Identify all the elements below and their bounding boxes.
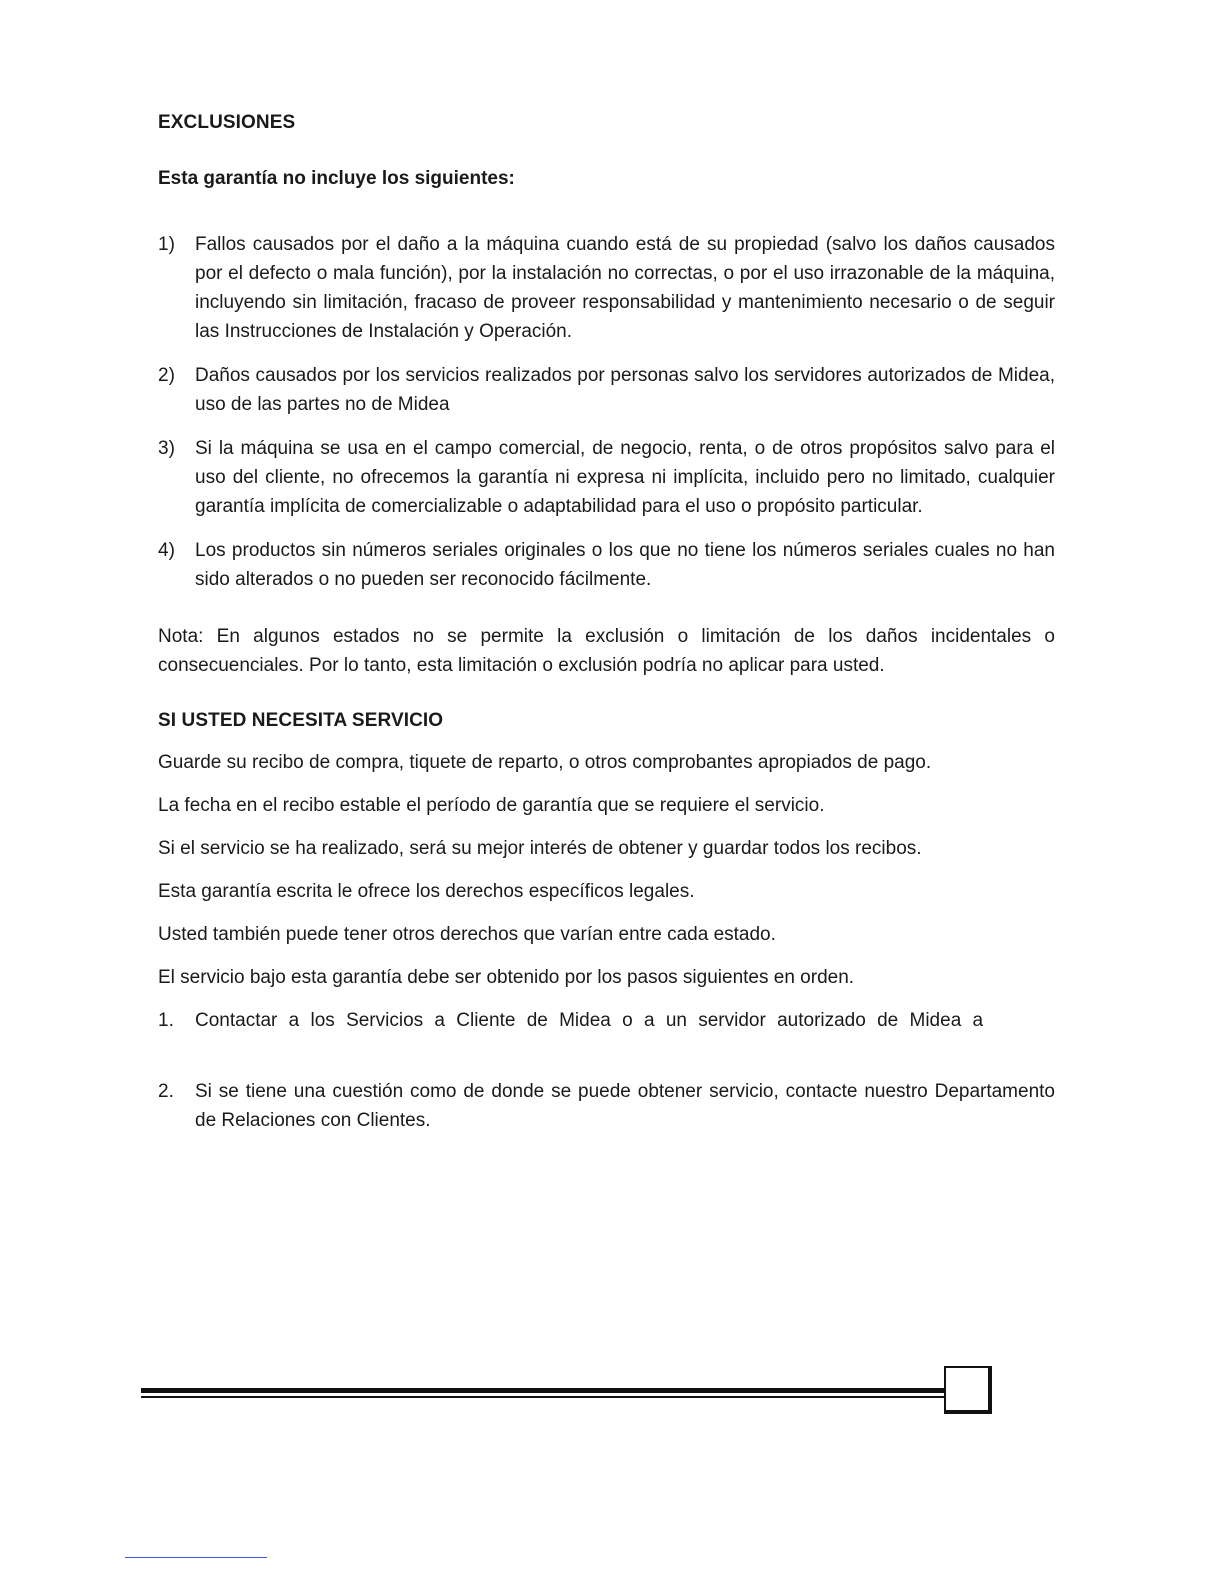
service-paragraph: El servicio bajo esta garantía debe ser obtenido por los pasos siguientes en orden. [158,967,855,988]
service-step [158,1006,1055,1035]
document-page [158,108,1055,1135]
page-number-box [944,1366,992,1414]
service-heading: SI USTED NECESITA SERVICIO [158,710,444,731]
footer-rule [141,1388,947,1393]
service-steps-list [158,1006,1055,1135]
service-step-text: Si se tiene una cuestión como de donde se puede obtener servicio, contacte nuestro Departamento de Relaciones con Clientes. [195,1081,1055,1131]
exclusions-list [158,230,1055,594]
exclusion-item-text: Daños causados por los servicios realizados por personas salvo los servidores autorizados de Midea, uso de las partes no de Midea [195,365,1055,415]
exclusions-note: Nota: En algunos estados no se permite la exclusión o limitación de los daños incidentales o consecuenciales. Por lo tanto, esta limitación o exclusión podría no aplicar para usted. [158,626,1055,676]
exclusion-item-number: 4) [158,540,175,561]
service-paragraph: Usted también puede tener otros derechos que varían entre cada estado. [158,924,776,945]
exclusions-subheading: Esta garantía no incluye los siguientes: [158,168,515,189]
service-paragraph: Guarde su recibo de compra, tiquete de reparto, o otros comprobantes apropiados de pago. [158,752,932,773]
exclusion-item [158,536,1055,594]
exclusion-item-text: Si la máquina se usa en el campo comercial, de negocio, renta, o de otros propósitos salvo para el uso del cliente, no ofrecemos la garantía ni expresa ni implícita, incluido pero no limitado, cualquier garantía implícita de comercializable o adaptabilidad para el uso o propósito particular. [195,438,1055,517]
exclusion-item-number: 3) [158,438,175,459]
service-step-number: 1. [158,1010,174,1031]
exclusion-item-number: 2) [158,365,175,386]
service-step-number: 2. [158,1081,174,1102]
exclusion-item [158,361,1055,419]
exclusion-item-text: Los productos sin números seriales originales o los que no tiene los números seriales cuales no han sido alterados o no pueden ser reconocido fácilmente. [195,540,1055,590]
exclusion-item-number: 1) [158,234,175,255]
service-paragraph: Esta garantía escrita le ofrece los derechos específicos legales. [158,881,695,902]
service-step-text: Contactar a los Servicios a Cliente de Midea o a un servidor autorizado de Midea a [195,1010,984,1031]
service-paragraph: Si el servicio se ha realizado, será su mejor interés de obtener y guardar todos los recibos. [158,838,922,859]
exclusion-item [158,230,1055,346]
exclusion-item [158,434,1055,521]
bottom-link-underline [125,1557,267,1558]
service-paragraph: La fecha en el recibo estable el período de garantía que se requiere el servicio. [158,795,825,816]
exclusion-item-text: Fallos causados por el daño a la máquina cuando está de su propiedad (salvo los daños causados por el defecto o mala función), por la instalación no correctas, o por el uso irrazonable de la máquina, incluyendo sin limitación, fracaso de proveer responsabilidad y mantenimiento necesario o de seguir las Instrucciones de Instalación y Operación. [195,234,1055,342]
exclusions-heading: EXCLUSIONES [158,112,296,133]
service-step [158,1077,1055,1135]
footer-rule-thin [141,1396,947,1398]
